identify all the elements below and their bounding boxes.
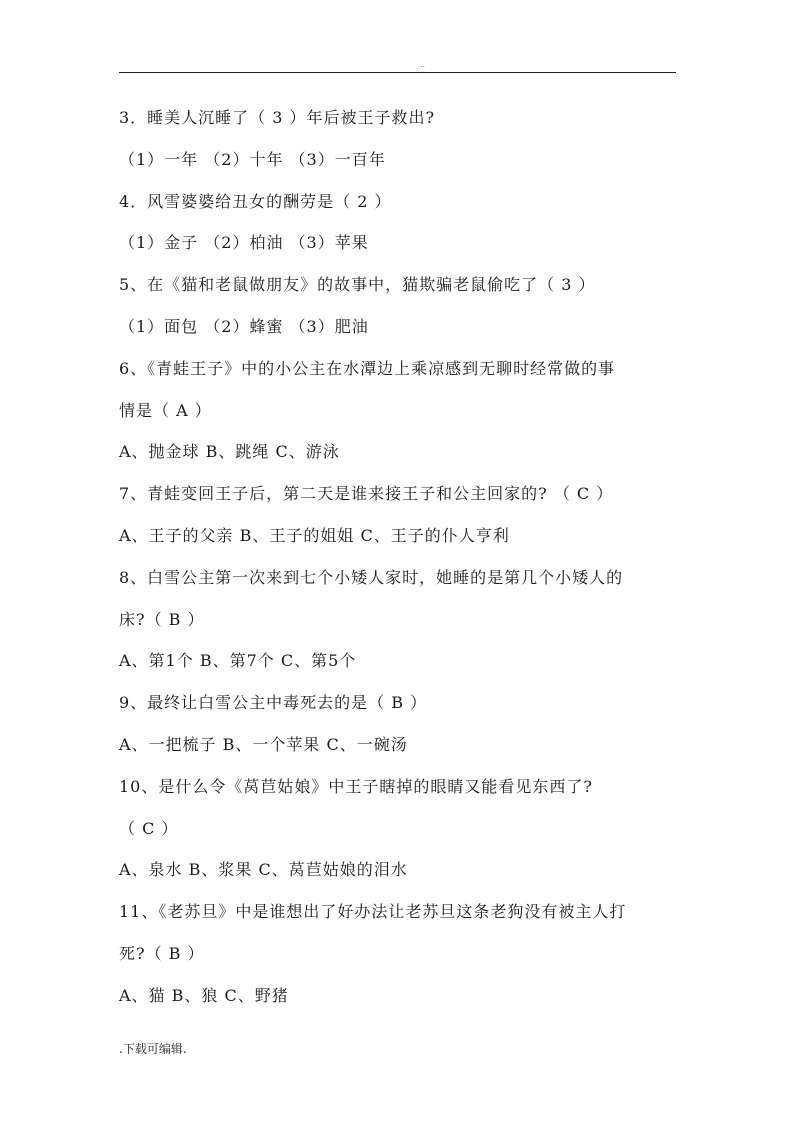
question-5-options: （1）面包 （2）蜂蜜 （3）肥油 (119, 316, 369, 336)
document-body (119, 103, 689, 1023)
question-3-options: （1）一年 （2）十年 （3）一百年 (119, 149, 386, 169)
question-11-options: A、猫 B、狼 C、野猪 (119, 985, 289, 1005)
question-9-text: 9、最终让白雪公主中毒死去的是（ B ） (119, 693, 428, 713)
question-8-options: A、第1个 B、第7个 C、第5个 (119, 651, 357, 671)
question-3-text: 3．睡美人沉睡了（ 3 ）年后被王子救出? (119, 108, 436, 127)
question-6-text-cont: 情是（ A ） (119, 400, 212, 420)
question-4-options: （1）金子 （2）柏油 （3）苹果 (119, 233, 369, 253)
question-7-options: A、王子的父亲 B、王子的姐姐 C、王子的仆人亨利 (119, 525, 510, 545)
question-11-text-cont: 死?（ B ） (119, 943, 205, 963)
question-8-text-cont: 床?（ B ） (119, 609, 205, 629)
question-10-text: 10、是什么令《莴苣姑娘》中王子瞎掉的眼睛又能看见东西了? (119, 776, 593, 796)
question-4-text: 4．风雪婆婆给丑女的酬劳是（ 2 ） (119, 191, 392, 211)
question-10-text-cont: （ C ） (119, 818, 179, 838)
question-11-text: 11、《老苏旦》中是谁想出了好办法让老苏旦这条老狗没有被主人打 (119, 902, 627, 922)
question-10-options: A、泉水 B、浆果 C、莴苣姑娘的泪水 (119, 860, 408, 880)
header-rule (119, 72, 676, 73)
question-7-text: 7、青蛙变回王子后，第二天是谁来接王子和公主回家的? （ C ） (119, 484, 614, 504)
footer-note: .下载可编辑. (119, 1042, 187, 1056)
header-mark: .. (420, 60, 426, 69)
question-6-text: 6、《青蛙王子》中的小公主在水潭边上乘凉感到无聊时经常做的事 (119, 358, 616, 378)
question-5-text: 5、在《猫和老鼠做朋友》的故事中，猫欺骗老鼠偷吃了（ 3 ） (119, 275, 596, 295)
question-8-text: 8、白雪公主第一次来到七个小矮人家时，她睡的是第几个小矮人的 (119, 567, 624, 587)
question-9-options: A、一把梳子 B、一个苹果 C、一碗汤 (119, 734, 408, 754)
question-6-options: A、抛金球 B、跳绳 C、游泳 (119, 442, 340, 462)
